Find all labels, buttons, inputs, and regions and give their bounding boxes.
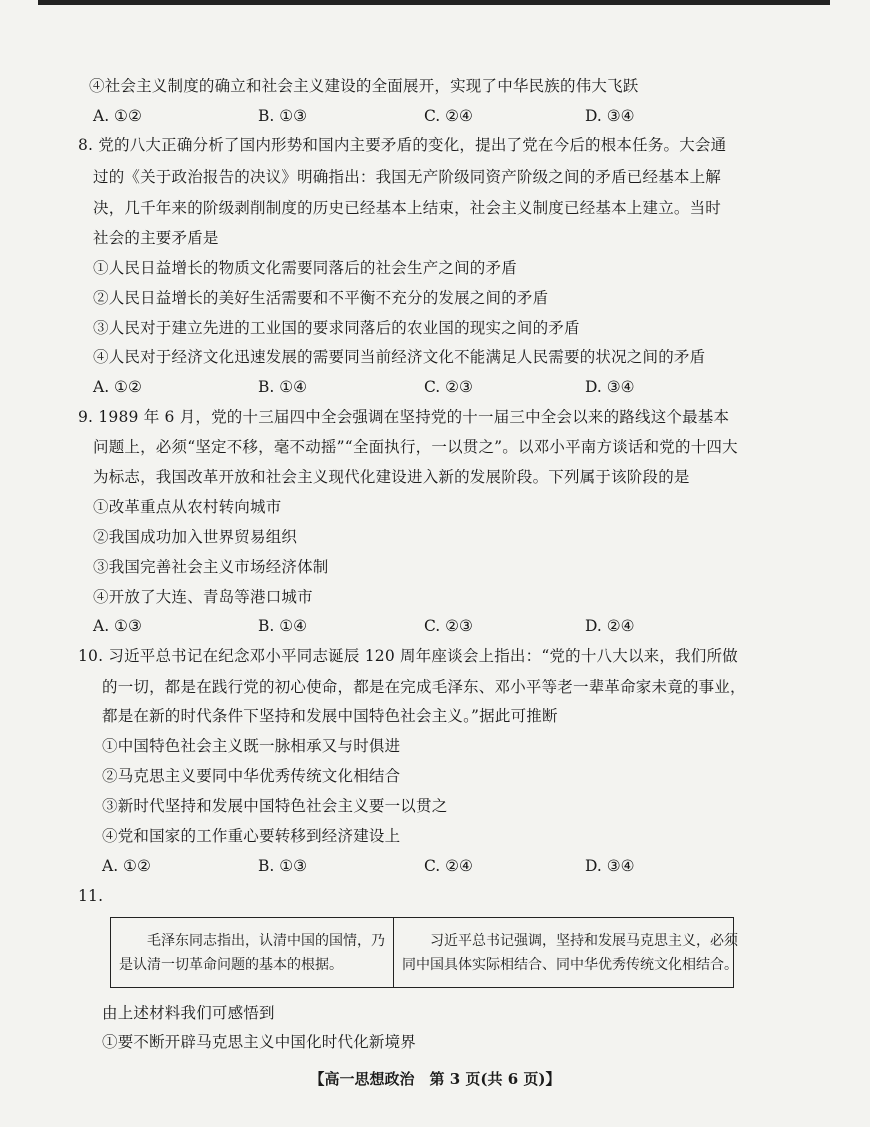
q9-stem-line-2: 问题上，必须“坚定不移，毫不动摇”“全面执行，一以贯之”。以邓小平南方谈话和党的十四大 (93, 438, 738, 456)
q9-item-1: ①改革重点从农村转向城市 (93, 498, 282, 516)
q11-material-table (110, 917, 738, 988)
q10-option-a: A. ①② (102, 857, 151, 875)
q8-option-c: C. ②③ (424, 378, 473, 396)
q9-stem-line-3: 为标志，我国改革开放和社会主义现代化建设进入新的发展阶段。下列属于该阶段的是 (93, 468, 690, 486)
q11-number: 11. (78, 887, 104, 905)
q11-left-line-1: 毛泽东同志指出，认清中国的国情，乃 (147, 933, 385, 949)
q9-option-c: C. ②③ (424, 617, 473, 635)
q11-right-line-1: 习近平总书记强调，坚持和发展马克思主义，必须 (430, 933, 738, 949)
q11-lead: 由上述材料我们可感悟到 (102, 1004, 275, 1022)
q10-stem-line-1: 10. 习近平总书记在纪念邓小平同志诞辰 120 周年座谈会上指出：“党的十八大以来，我们所做 (78, 647, 738, 665)
q8-stem-line-2: 过的《关于政治报告的决议》明确指出：我国无产阶级同资产阶级之间的矛盾已经基本上解 (93, 168, 722, 186)
q9-item-2: ②我国成功加入世界贸易组织 (93, 528, 298, 546)
q7-option-d: D. ③④ (585, 107, 635, 125)
q10-stem-line-2: 的一切，都是在践行党的初心使命，都是在完成毛泽东、邓小平等老一辈革命家未竟的事业， (102, 678, 746, 696)
q9-stem-line-1: 9. 1989 年 6 月，党的十三届四中全会强调在坚持党的十一届三中全会以来的路线这个最基本 (78, 408, 730, 426)
q10-item-1: ①中国特色社会主义既一脉相承又与时俱进 (102, 737, 401, 755)
q8-item-3: ③人民对于建立先进的工业国的要求同落后的农业国的现实之间的矛盾 (93, 319, 580, 337)
q8-item-4: ④人民对于经济文化迅速发展的需要同当前经济文化不能满足人民需要的状况之间的矛盾 (93, 348, 706, 366)
q8-item-1: ①人民日益增长的物质文化需要同落后的社会生产之间的矛盾 (93, 259, 517, 277)
q10-option-d: D. ③④ (585, 857, 635, 875)
q11-item-1: ①要不断开辟马克思主义中国化时代化新境界 (102, 1033, 417, 1051)
q8-stem-line-4: 社会的主要矛盾是 (93, 229, 219, 247)
q8-stem-line-1: 8. 党的八大正确分析了国内形势和国内主要矛盾的变化，提出了党在今后的根本任务。大会通 (78, 136, 727, 154)
q9-item-4: ④开放了大连、青岛等港口城市 (93, 588, 313, 606)
q8-stem-line-3: 决，几千年来的阶级剥削制度的历史已经基本上结束，社会主义制度已经基本上建立。当时 (93, 199, 722, 217)
q9-option-b: B. ①④ (258, 617, 308, 635)
page-footer: 【高一思想政治 第 3 页(共 6 页)】 (309, 1070, 561, 1088)
q9-option-a: A. ①③ (93, 617, 142, 635)
q9-item-3: ③我国完善社会主义市场经济体制 (93, 558, 329, 576)
q7-option-a: A. ①② (93, 107, 142, 125)
q11-left-cell (111, 918, 393, 987)
q10-item-3: ③新时代坚持和发展中国特色社会主义要一以贯之 (102, 797, 448, 815)
page-top-border (38, 0, 830, 5)
q10-stem-line-3: 都是在新的时代条件下坚持和发展中国特色社会主义。”据此可推断 (102, 707, 558, 725)
q7-item-4: ④社会主义制度的确立和社会主义建设的全面展开，实现了中华民族的伟大飞跃 (89, 77, 639, 95)
q10-option-b: B. ①③ (258, 857, 308, 875)
q11-right-cell (393, 918, 746, 987)
q7-option-c: C. ②④ (424, 107, 473, 125)
q8-option-a: A. ①② (93, 378, 142, 396)
q10-item-4: ④党和国家的工作重心要转移到经济建设上 (102, 827, 401, 845)
q11-right-line-2: 同中国具体实际相结合、同中华优秀传统文化相结合。 (402, 957, 738, 973)
q8-option-b: B. ①④ (258, 378, 308, 396)
q8-item-2: ②人民日益增长的美好生活需要和不平衡不充分的发展之间的矛盾 (93, 289, 549, 307)
q10-option-c: C. ②④ (424, 857, 473, 875)
q8-option-d: D. ③④ (585, 378, 635, 396)
q7-option-b: B. ①③ (258, 107, 308, 125)
q9-option-d: D. ②④ (585, 617, 635, 635)
q11-left-line-2: 是认清一切革命问题的基本的根据。 (119, 957, 343, 973)
q10-item-2: ②马克思主义要同中华优秀传统文化相结合 (102, 767, 401, 785)
